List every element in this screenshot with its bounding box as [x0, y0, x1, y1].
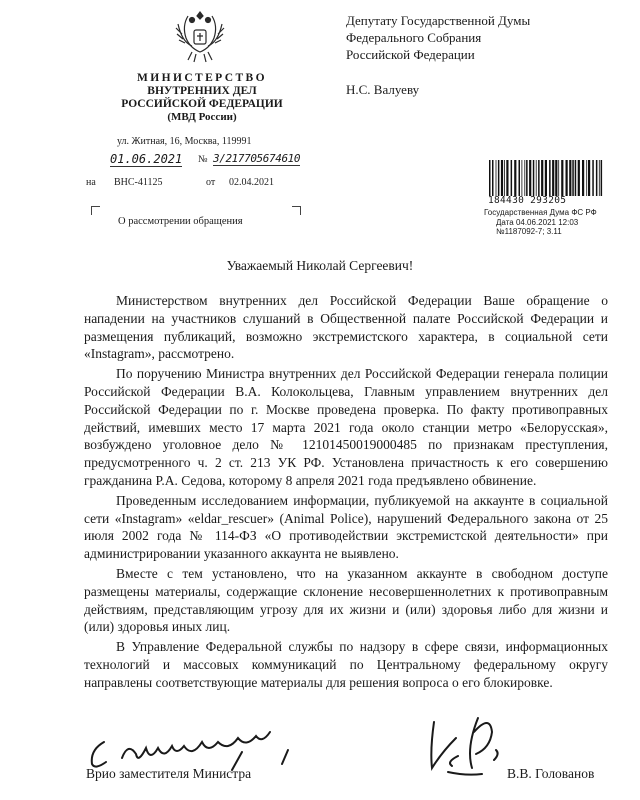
stamp-line-2: Дата 04.06.2021 12:03: [496, 217, 579, 227]
barcode-bar: [545, 160, 547, 196]
ministry-line-4: (МВД России): [167, 111, 237, 123]
recipient-line-1: Депутату Государственной Думы: [346, 13, 531, 28]
subject-corner-right: [292, 206, 301, 215]
ministry-header: [96, 72, 308, 124]
barcode-bar: [561, 160, 563, 196]
recipient-line-3: Российской Федерации: [346, 47, 475, 62]
number-label: №: [198, 154, 208, 165]
ministry-line-3: РОССИЙСКОЙ ФЕДЕРАЦИИ: [121, 98, 283, 110]
barcode-bar: [511, 160, 512, 196]
barcode-bar: [575, 160, 577, 196]
barcode-bar: [519, 160, 521, 196]
recipient-name: Н.С. Валуеву: [346, 82, 420, 97]
barcode-bar: [599, 160, 600, 196]
outgoing-number: 3/217705674610: [213, 152, 301, 165]
barcode-bar: [522, 160, 523, 196]
outgoing-date: 01.06.2021: [110, 152, 183, 166]
barcode-bar: [592, 160, 594, 196]
barcode-bar: [572, 160, 574, 196]
registration-barcode: [487, 160, 605, 196]
registration-stamp: [484, 208, 597, 237]
barcode-number: 184430 293205: [488, 195, 567, 206]
barcode-bar: [582, 160, 584, 196]
barcode-bar: [496, 160, 497, 196]
signer-name: В.В. Голованов: [507, 766, 595, 781]
reference-date-label: от: [206, 177, 216, 188]
barcode-bar: [586, 160, 587, 196]
ministry-line-1: МИНИСТЕРСТВО: [137, 72, 267, 84]
barcode-bar: [533, 160, 535, 196]
paragraph-2: По поручению Министра внутренних дел Российской Федерации генерала полиции Российской Федерации В.А. Колокольцева, Главным управлением внутренних дел Российской Федерации по г. Москве проведена проверка. По факту противоправных действий, имевших место 17 марта 2021 года около станции метро «Белорусская», возбуждено уголовное дело № 12101450019000485 по признакам преступления, предусмотренного ч. 2 ст. 213 УК РФ. Установлена причастность к его совершению гражданина Р.А. Седова, которому 8 апреля 2021 года предъявлено обвинение.: [84, 366, 608, 488]
reference-prefix: на: [86, 177, 96, 188]
stamp-line-3: №1187092-7; 3.11: [496, 227, 562, 236]
barcode-bar: [558, 160, 559, 196]
barcode-bar: [588, 160, 590, 196]
barcode-bar: [501, 160, 503, 196]
signer-title: Врио заместителя Министра: [86, 766, 252, 781]
reference-number: ВНС-41125: [114, 177, 163, 188]
subject-corner-left: [91, 206, 100, 215]
barcode-bar: [566, 160, 568, 196]
barcode-bar: [541, 160, 543, 196]
barcode-bar: [536, 160, 537, 196]
barcode-bar: [489, 160, 491, 196]
coat-of-arms-emblem: [168, 6, 232, 70]
barcode-bar: [506, 160, 508, 196]
barcode-bar: [601, 160, 603, 196]
letter-subject: О рассмотрении обращения: [118, 216, 243, 227]
ministry-line-2: ВНУТРЕННИХ ДЕЛ: [147, 85, 257, 97]
reference-date: 02.04.2021: [229, 177, 274, 188]
barcode-bar: [555, 160, 557, 196]
outgoing-registration-row: [80, 152, 340, 170]
handwritten-signature-right: [408, 712, 518, 782]
barcode-bar: [492, 160, 494, 196]
salutation: Уважаемый Николай Сергеевич!: [226, 258, 414, 273]
paragraph-1: Министерством внутренних дел Российской Федерации Ваше обращение о нападении на участников слушаний в Общественной палате Российской Федерации и размещения публикаций, возможно экстремистского характера, в социальной сети «Instagram», рассмотрено.: [84, 293, 608, 362]
barcode-bar: [552, 160, 554, 196]
barcode-bar: [526, 160, 528, 196]
paragraph-4: Вместе с тем установлено, что на указанном аккаунте в свободном доступе размещены материалы, содержащие склонение несовершеннолетних к противоправным действиям, представляющим угрозу для их жизни и (или) здоровья либо для жизни и (или) здоровья иных лиц.: [84, 565, 608, 635]
paragraph-5: В Управление Федеральной службы по надзору в сфере связи, информационных технологий и массовых коммуникаций по Центральному федеральному округу направлены соответствующие материалы для решения вопроса о его блокировке.: [84, 639, 608, 690]
barcode-bar: [569, 160, 571, 196]
recipient-line-2: Федерального Собрания: [346, 30, 482, 45]
barcode-bar: [529, 160, 531, 196]
paragraph-3: Проведенным исследованием информации, публикуемой на аккаунте в социальной сети «Instagram» «eldar_rescuer» (Animal Police), нарушений Федерального закона от 25 июля 2002 года № 114-ФЗ «О противодействии экстремистской деятельности» при администрировании указанного аккаунта не выявлено.: [84, 492, 608, 562]
barcode-bar: [538, 160, 540, 196]
letter-body: [84, 292, 608, 694]
barcode-bar: [498, 160, 500, 196]
barcode-bar: [549, 160, 551, 196]
barcode-bar: [514, 160, 516, 196]
barcode-bar: [524, 160, 525, 196]
recipient-block: [346, 12, 530, 63]
sender-address: ул. Житная, 16, Москва, 119991: [117, 136, 252, 147]
stamp-line-1: Государственная Дума ФС РФ: [484, 208, 597, 217]
barcode-bar: [596, 160, 598, 196]
reference-row: [86, 177, 316, 193]
barcode-bar: [504, 160, 505, 196]
barcode-bar: [578, 160, 580, 196]
